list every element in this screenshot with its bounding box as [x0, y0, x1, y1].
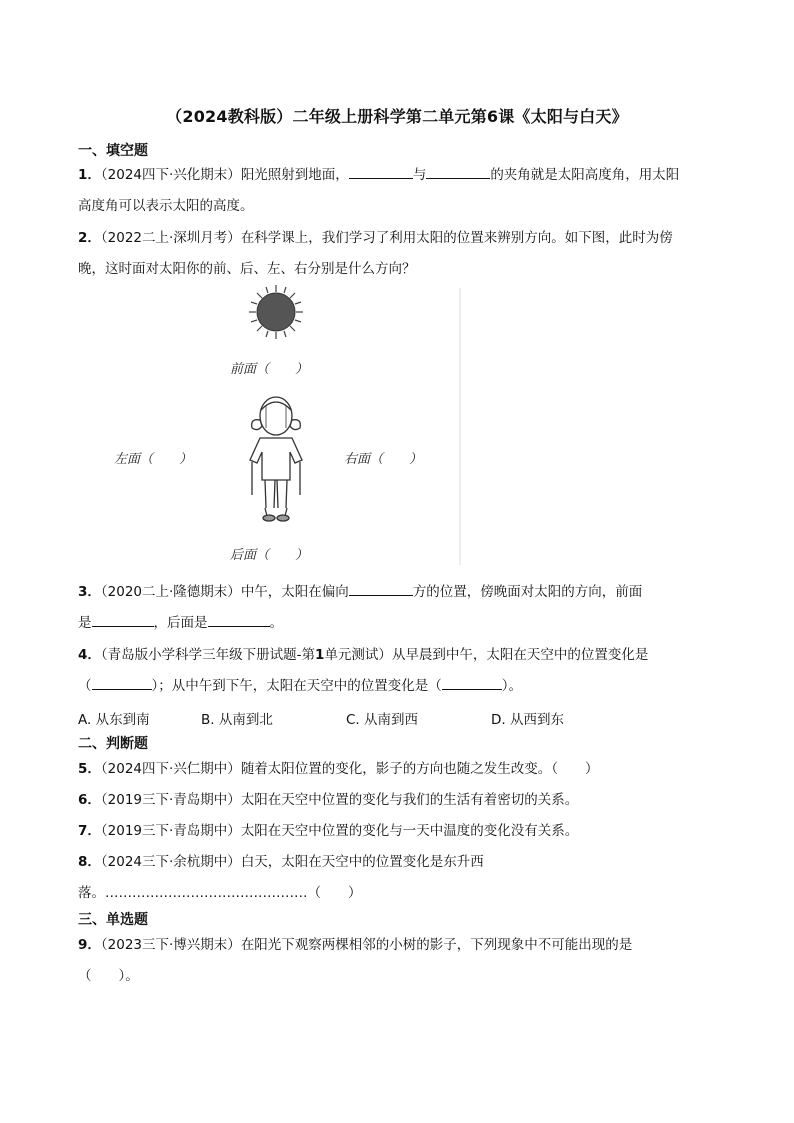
question-8-line-1: [78, 852, 484, 872]
figure-label-right: 右面（ ）: [344, 452, 423, 467]
girl-back-icon: [250, 397, 302, 521]
q3-text-c: 是: [78, 615, 92, 631]
q1-text-b: 与: [412, 167, 427, 183]
q7-text: 太阳在天空中位置的变化与一天中温度的变化没有关系。: [240, 823, 579, 839]
figure-label-back: 后面（ ）: [230, 548, 309, 563]
q4-text-d: ）。: [501, 678, 522, 694]
question-1-line-2: 高度角可以表示太阳的高度。: [78, 198, 254, 214]
q9-number: 9．: [78, 937, 101, 953]
figure-label-front: 前面（ ）: [230, 362, 309, 377]
q4-text-c: ）；从中午到下午，太阳在天空中的位置变化是（: [151, 678, 442, 694]
q6-source: （2019三下·青岛期中）: [100, 792, 241, 808]
section-judge-heading: 二、判断题: [78, 736, 148, 752]
q5-number: 5．: [78, 761, 101, 777]
section-fill-heading: 一、填空题: [78, 143, 148, 159]
question-9-line-1: [78, 935, 632, 955]
section-single-heading: 三、单选题: [78, 912, 148, 928]
q4-option-d[interactable]: D. 从西到东: [491, 712, 564, 728]
q3-blank-1[interactable]: [349, 582, 413, 596]
q4-source-tail: 单元测试）: [324, 647, 392, 663]
question-2-line-1: [78, 228, 673, 248]
q6-number: 6．: [78, 792, 101, 808]
q2-number: 2．: [78, 230, 101, 246]
question-3-line-2: [78, 613, 283, 633]
q1-text-a: 阳光照射到地面，: [240, 167, 349, 183]
q4-option-b[interactable]: B. 从南到北: [201, 712, 273, 728]
q1-number: 1．: [78, 167, 101, 183]
q4-source: （青岛版小学科学三年级下册试题-第: [100, 647, 316, 663]
q4-text-b: （: [78, 678, 92, 694]
q7-source: （2019三下·青岛期中）: [100, 823, 241, 839]
question-4-line-2: [78, 676, 522, 696]
q2-text-a: 在科学课上，我们学习了利用太阳的位置来辨别方向。如下图，此时为傍: [240, 230, 673, 246]
q1-text-c: 的夹角就是太阳高度角，用太阳: [490, 167, 680, 183]
question-8-line-2: 落。………………………………………（ ）: [78, 885, 362, 901]
sun-icon: [249, 285, 303, 339]
q4-blank-2[interactable]: [442, 676, 502, 690]
q4-blank-1[interactable]: [92, 676, 152, 690]
direction-figure: [100, 280, 470, 570]
q5-source: （2024四下·兴仁期中）: [100, 761, 241, 777]
q1-blank-1[interactable]: [349, 165, 413, 179]
q4-text-a: 从早晨到中午，太阳在天空中的位置变化是: [391, 647, 649, 663]
question-1-line-1: [78, 165, 679, 185]
q3-number: 3．: [78, 584, 101, 600]
q2-source: （2022二上·深圳月考）: [100, 230, 241, 246]
q3-text-d: ，后面是: [153, 615, 208, 631]
q3-blank-3[interactable]: [208, 613, 270, 627]
q3-text-e: 。: [269, 615, 283, 631]
q4-option-a[interactable]: A. 从东到南: [78, 712, 150, 728]
figure-label-left: 左面（ ）: [114, 452, 193, 467]
q4-number: 4．: [78, 647, 101, 663]
q7-number: 7．: [78, 823, 101, 839]
question-4-line-1: [78, 645, 648, 665]
q6-text: 太阳在天空中位置的变化与我们的生活有着密切的关系。: [240, 792, 579, 808]
q3-text-a: 中午，太阳在偏向: [240, 584, 349, 600]
q8-number: 8．: [78, 854, 101, 870]
q4-source-unit: 1: [315, 647, 325, 663]
page-title: （2024教科版）二年级上册科学第二单元第6课《太阳与白天》: [166, 107, 628, 126]
question-7: [78, 821, 578, 841]
q8-text: 白天，太阳在天空中的位置变化是东升西: [240, 854, 484, 870]
q3-blank-2[interactable]: [92, 613, 154, 627]
question-3-line-1: [78, 582, 642, 602]
q9-source: （2023三下·博兴期末）: [100, 937, 241, 953]
q1-blank-2[interactable]: [426, 165, 490, 179]
question-6: [78, 790, 578, 810]
q3-source: （2020二上·隆德期末）: [100, 584, 241, 600]
q1-source: （2024四下·兴化期末）: [100, 167, 241, 183]
q3-text-b: 方的位置，傍晚面对太阳的方向，前面: [412, 584, 643, 600]
q8-source: （2024三下·余杭期中）: [100, 854, 241, 870]
q5-text: 随着太阳位置的变化，影子的方向也随之发生改变。（ ）: [240, 761, 599, 777]
q4-option-c[interactable]: C. 从南到西: [346, 712, 419, 728]
question-2-line-2: 晚，这时面对太阳你的前、后、左、右分别是什么方向？: [78, 261, 416, 277]
q9-text: 在阳光下观察两棵相邻的小树的影子，下列现象中不可能出现的是: [240, 937, 633, 953]
question-5: [78, 759, 599, 779]
question-9-line-2: （ ）。: [78, 968, 139, 984]
